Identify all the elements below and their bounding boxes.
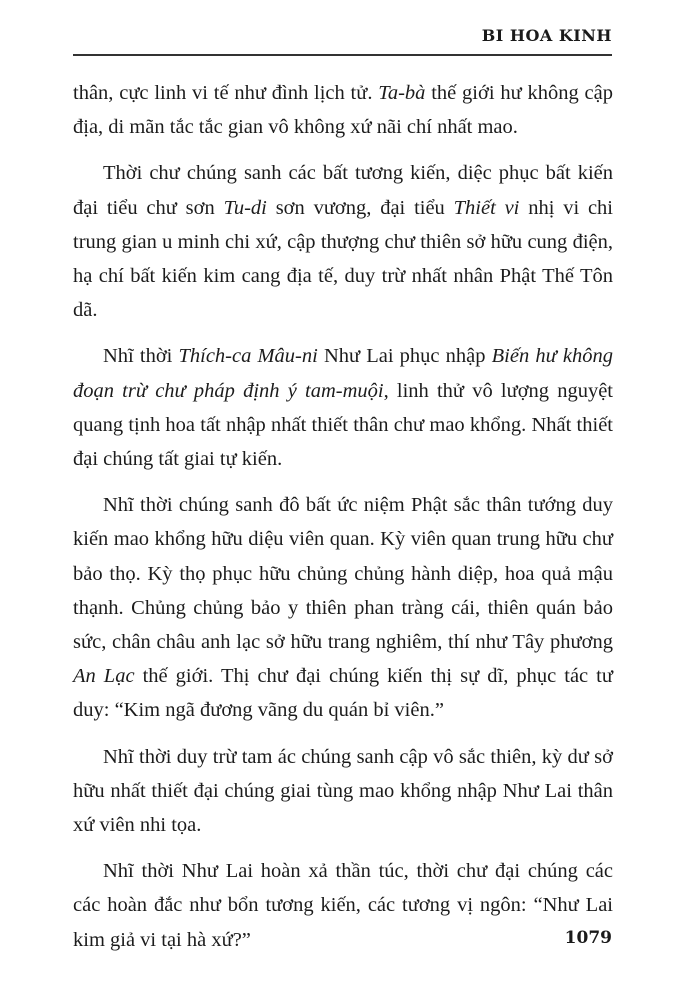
italic-term: An Lạc: [73, 665, 135, 688]
paragraph-text: Nhĩ thời duy trừ tam ác chúng sanh cập vô sắc thiên, kỳ dư sở hữu nhất thiết đại chúng giai tùng mao khổng nhập Như Lai thân xứ viên nhi tọa.: [73, 745, 613, 837]
running-header-title: BI HOA KINH: [481, 26, 612, 45]
paragraph: [73, 156, 613, 327]
paragraph-text: Nhĩ thời Như Lai hoàn xả thần túc, thời chư đại chúng các các hoàn đắc như bổn tương kiến, các tương vị ngôn: “Như Lai kim giả vi tại hà xứ?”: [73, 860, 613, 951]
italic-term: Thích-ca Mâu-ni: [178, 345, 318, 368]
paragraph-text: , linh thử vô lượng nguyệt quang tịnh hoa tất nhập nhất thiết thân chư mao khổng. Nhất thiết đại chúng tất giai tự kiến.: [73, 379, 614, 471]
header-rule: [73, 54, 612, 56]
paragraph: [73, 740, 613, 843]
paragraph-text: Nhĩ thời chúng sanh đô bất ức niệm Phật sắc thân tướng duy kiến mao khổng hữu diệu viên quan. Kỳ viên quan trung hữu chư bảo thọ. Kỳ thọ phục hữu chủng chủng hành diệp, hoa quả mậu thạnh. Chủng chủng bảo y thiên phan tràng cái, thiên quán bảo sức, chân châu anh lạc sở hữu trang nghiêm, thí như Tây phương: [73, 494, 613, 654]
paragraph-text: Như Lai phục nhập: [317, 345, 492, 368]
page-number: 1079: [564, 928, 612, 948]
italic-term: Biến hư không đoạn trừ chư pháp định ý tam-muội: [73, 345, 613, 402]
paragraph-text: thân, cực linh vi tế như đình lịch tử.: [73, 82, 379, 104]
paragraph-text: thế giới. Thị chư đại chúng kiến thị sự dĩ, phục tác tư duy: “Kim ngã đương vãng du quán bỉ viên.”: [73, 665, 613, 722]
paragraph: [73, 339, 613, 476]
paragraph: [73, 76, 613, 144]
italic-term: Tu-di: [223, 196, 267, 219]
paragraph-text: Nhĩ thời: [103, 345, 179, 368]
paragraph-text: Thời chư chúng sanh các bất tương kiến, diệc phục bất kiến đại tiểu chư sơn: [73, 162, 613, 219]
paragraph-text: sơn vương, đại tiểu: [266, 196, 454, 219]
italic-term: Ta-bà: [378, 82, 426, 104]
italic-term: Thiết vi: [453, 196, 520, 219]
paragraph: [73, 854, 613, 957]
paragraph: [73, 488, 613, 727]
paragraph-text: thế giới hư không cập địa, di mãn tắc tắc gian vô không xứ nãi chí nhất mao.: [73, 82, 613, 139]
paragraph-text: nhị vi chi trung gian u minh chi xứ, cập thượng chư thiên sở hữu cung điện, hạ chí bất kiến kim cang địa tế, duy trừ nhất nhân Phật Thế Tôn dã.: [73, 196, 614, 322]
body-text: [73, 76, 613, 969]
